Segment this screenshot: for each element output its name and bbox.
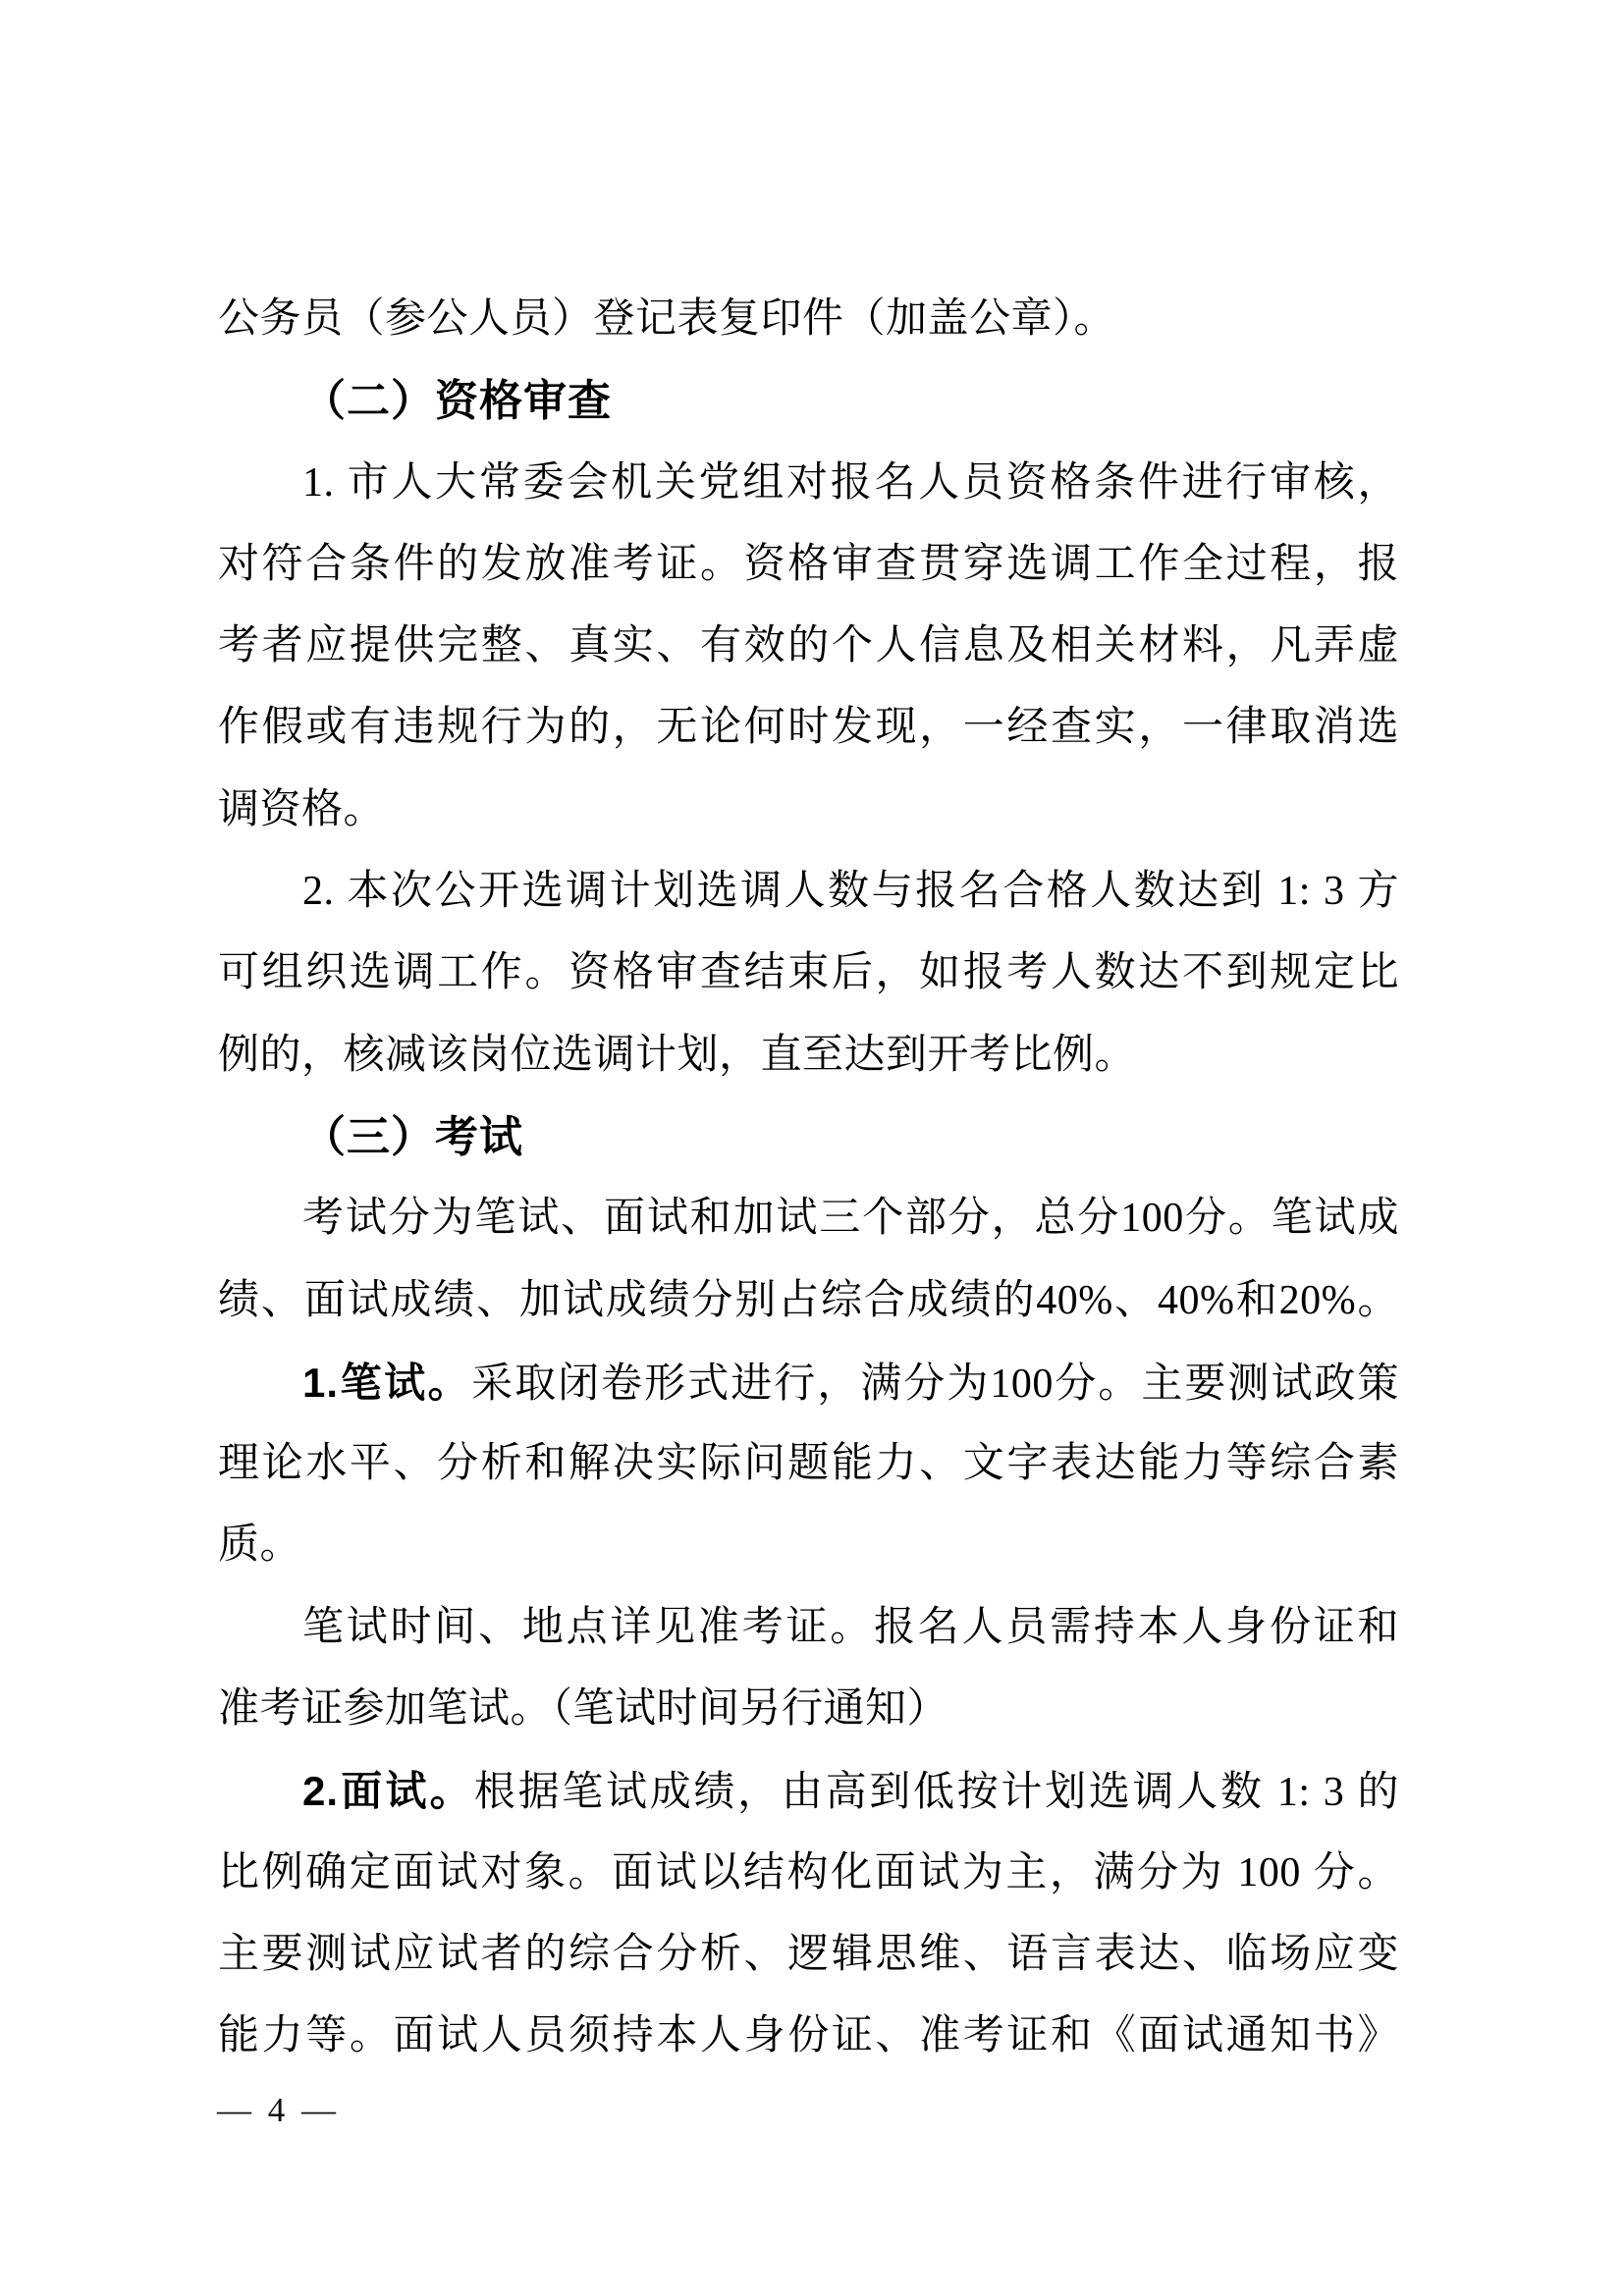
document-line	[218, 1015, 1399, 1096]
body-text: 质。	[218, 1522, 302, 1569]
body-text: 采取闭卷形式进行，满分为100分。主要测试政策	[471, 1361, 1399, 1407]
body-text: 考试分为笔试、面试和加试三个部分，总分100分。笔试成	[302, 1196, 1399, 1242]
document-line	[218, 1914, 1399, 1996]
document-line	[218, 1423, 1399, 1505]
body-text: 例的，核减该岗位选调计划，直至达到开考比例。	[218, 1032, 1137, 1078]
body-text: 考者应提供完整、真实、有效的个人信息及相关材料，凡弄虚	[218, 623, 1399, 669]
bold-text: 1.笔试。	[302, 1359, 472, 1406]
document-line	[218, 279, 1399, 360]
body-text: 可组织选调工作。资格审查结束后，如报考人数达不到规定比	[218, 950, 1399, 996]
body-text: 调资格。	[218, 786, 386, 832]
body-text: 根据笔试成绩，由高到低按计划选调人数 1: 3 的	[473, 1770, 1399, 1816]
document-line	[218, 1996, 1399, 2077]
body-text: 作假或有违规行为的，无论何时发现，一经查实，一律取消选	[218, 705, 1399, 751]
body-text: 公务员（参公人员）登记表复印件（加盖公章）。	[218, 296, 1116, 342]
document-line	[218, 770, 1399, 851]
bold-text: （二）资格审查	[302, 377, 612, 426]
heading-line	[218, 360, 1399, 442]
document-line	[218, 524, 1399, 606]
body-text: 能力等。面试人员须持本人身份证、准考证和《面试通知书》	[218, 2013, 1399, 2059]
document-line	[218, 687, 1399, 769]
body-text: 对符合条件的发放准考证。资格审查贯穿选调工作全过程，报	[218, 541, 1399, 587]
document-line	[218, 851, 1399, 933]
document-line	[218, 1260, 1399, 1342]
bold-text: 2.面试。	[302, 1768, 474, 1815]
bold-text: （三）考试	[302, 1112, 523, 1161]
document-line	[218, 1178, 1399, 1259]
document-line	[218, 606, 1399, 687]
document-body	[218, 279, 1399, 2078]
document-line	[218, 1342, 1399, 1423]
document-line	[218, 1833, 1399, 1914]
document-line	[218, 1750, 1399, 1832]
body-text: 准考证参加笔试。（笔试时间另行通知）	[218, 1686, 949, 1733]
document-line	[218, 933, 1399, 1014]
body-text: 主要测试应试者的综合分析、逻辑思维、语言表达、临场应变	[218, 1931, 1399, 1977]
document-line	[218, 1669, 1399, 1750]
body-text: 1. 市人大常委会机关党组对报名人员资格条件进行审核，	[302, 459, 1399, 506]
page-number: — 4 —	[217, 2091, 340, 2129]
heading-line	[218, 1096, 1399, 1178]
body-text: 比例确定面试对象。面试以结构化面试为主，满分为 100 分。	[218, 1849, 1399, 1896]
document-line	[218, 443, 1399, 524]
body-text: 2. 本次公开选调计划选调人数与报名合格人数达到 1: 3 方	[302, 869, 1399, 915]
document-line	[218, 1505, 1399, 1586]
body-text: 绩、面试成绩、加试成绩分别占综合成绩的40%、40%和20%。	[218, 1277, 1399, 1323]
document-line	[218, 1587, 1399, 1669]
body-text: 理论水平、分析和解决实际问题能力、文字表达能力等综合素	[218, 1441, 1399, 1487]
body-text: 笔试时间、地点详见准考证。报名人员需持本人身份证和	[302, 1604, 1399, 1650]
